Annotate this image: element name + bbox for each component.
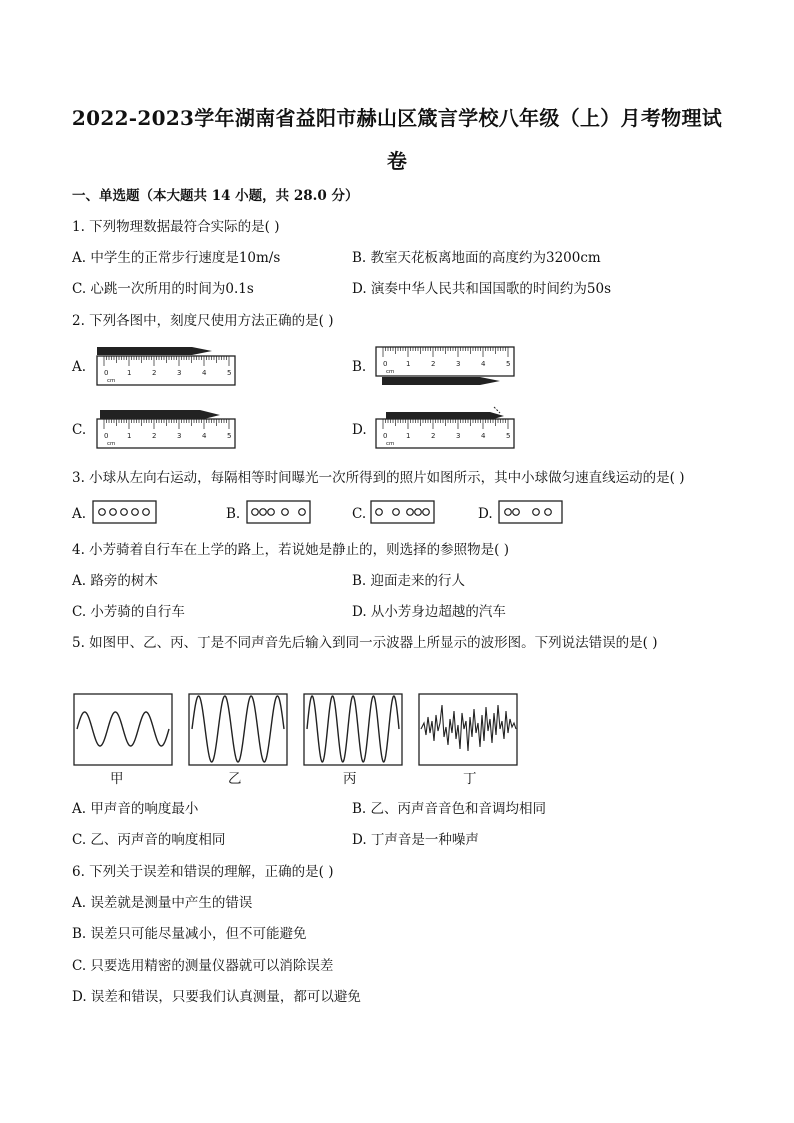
wave-label-yi: 乙 [228,771,242,787]
ruler-tick-label: 2 [152,432,157,440]
ruler-tick-label: 2 [431,432,436,440]
ruler-tick-label: 4 [481,360,486,368]
ruler-tick-label: 4 [481,432,486,440]
ruler-tick-label: 5 [506,432,511,440]
ruler-unit-label: cm [107,441,116,447]
q6-option-c: C. 只要选用精密的测量仪器就可以消除误差 [72,958,334,974]
ruler-d-svg [372,403,522,451]
ruler-tick-label: 5 [227,369,232,377]
exam-title-line-1: 2022-2023学年湖南省益阳市赫山区箴言学校八年级（上）月考物理试 [71,106,723,130]
q2-label-c: C. [72,422,87,438]
ruler-tick-label: 1 [127,369,132,377]
q4-option-b: B. 迎面走来的行人 [352,573,466,589]
waveform-ding [418,693,519,767]
q5-option-d: D. 丁声音是一种噪声 [352,832,479,848]
ruler-tick-label: 2 [431,360,436,368]
q2-label-b: B. [352,359,367,375]
ruler-unit-label: cm [107,378,116,384]
ruler-tick-label: 1 [127,432,132,440]
exam-title-line-2: 卷 [386,149,408,173]
ruler-figure-d [372,403,522,451]
waveform-yi [188,693,289,767]
object-bar-b [382,377,500,385]
ruler-tick-label: 3 [177,369,182,377]
section-heading: 一、单选题（本大题共 14 小题，共 28.0 分） [72,188,359,204]
ruler-figure-a [92,344,242,388]
ruler-tick-label: 3 [177,432,182,440]
ruler-a-svg [92,344,242,388]
ruler-tick-label: 3 [456,432,461,440]
object-bar-a [97,347,212,355]
ruler-unit-label: cm [386,369,395,375]
q5-option-c: C. 乙、丙声音的响度相同 [72,832,226,848]
q4-option-d: D. 从小芳身边超越的汽车 [352,604,506,620]
waveform-bing [303,693,404,767]
ruler-tick-label: 5 [227,432,232,440]
ruler-tick-label: 2 [152,369,157,377]
q6-stem: 6. 下列关于误差和错误的理解，正确的是( ) [72,864,334,880]
ruler-tick-label: 1 [406,432,411,440]
q1-option-d: D. 演奏中华人民共和国国歌的时间约为50s [352,281,612,297]
ruler-a-body [97,356,235,385]
ruler-d-body [376,419,514,448]
q5-option-a: A. 甲声音的响度最小 [72,801,199,817]
ruler-tick-label: 0 [383,432,388,440]
q4-option-c: C. 小芳骑的自行车 [72,604,185,620]
q1-stem: 1. 下列物理数据最符合实际的是( ) [72,219,280,235]
ball-photo-c [370,500,436,526]
ruler-tick-label: 0 [104,369,109,377]
q3-stem: 3. 小球从左向右运动，每隔相等时间曝光一次所得到的照片如图所示，其中小球做匀速直线运动的是( ) [72,470,685,486]
ruler-c-body [97,419,235,448]
ruler-unit-label: cm [386,441,395,447]
q4-stem: 4. 小芳骑着自行车在上学的路上，若说她是静止的，则选择的参照物是( ) [72,542,509,558]
ruler-tick-label: 0 [383,360,388,368]
q2-label-d: D. [352,422,367,438]
ruler-b-svg [372,344,522,388]
wave-label-ding: 丁 [463,771,477,787]
q6-option-a: A. 误差就是测量中产生的错误 [72,895,253,911]
waveform-jia [73,693,174,767]
ruler-tick-label: 5 [506,360,511,368]
wave-label-jia: 甲 [110,771,124,787]
ruler-figure-c [92,405,242,451]
q1-option-c: C. 心跳一次所用的时间为0.1s [72,281,254,297]
q3-label-b: B. [226,506,241,522]
q6-option-b: B. 误差只可能尽量减小，但不可能避免 [72,926,307,942]
q5-stem: 5. 如图甲、乙、丙、丁是不同声音先后输入到同一示波器上所显示的波形图。下列说法错误的是( ) [72,635,658,651]
q2-label-a: A. [72,359,87,375]
ruler-tick-label: 3 [456,360,461,368]
q1-option-a: A. 中学生的正常步行速度是10m/s [72,250,281,266]
q5-option-b: B. 乙、丙声音音色和音调均相同 [352,801,547,817]
ball-photo-d [498,500,564,526]
ruler-b-body [376,347,514,376]
q2-stem: 2. 下列各图中，刻度尺使用方法正确的是( ) [72,313,334,329]
ball-photo-b [246,500,312,526]
wave-label-bing: 丙 [343,771,357,787]
ruler-tick-label: 4 [202,369,207,377]
ball-photo-a [92,500,158,526]
ruler-tick-label: 0 [104,432,109,440]
ruler-c-svg [92,405,242,451]
q6-option-d: D. 误差和错误，只要我们认真测量，都可以避免 [72,989,361,1005]
q3-label-c: C. [352,506,367,522]
ruler-figure-b [372,344,522,388]
q3-label-d: D. [478,506,493,522]
ruler-tick-label: 4 [202,432,207,440]
ruler-tick-label: 1 [406,360,411,368]
q3-label-a: A. [72,506,87,522]
q1-option-b: B. 教室天花板离地面的高度约为3200cm [352,250,601,266]
q4-option-a: A. 路旁的树木 [72,573,158,589]
